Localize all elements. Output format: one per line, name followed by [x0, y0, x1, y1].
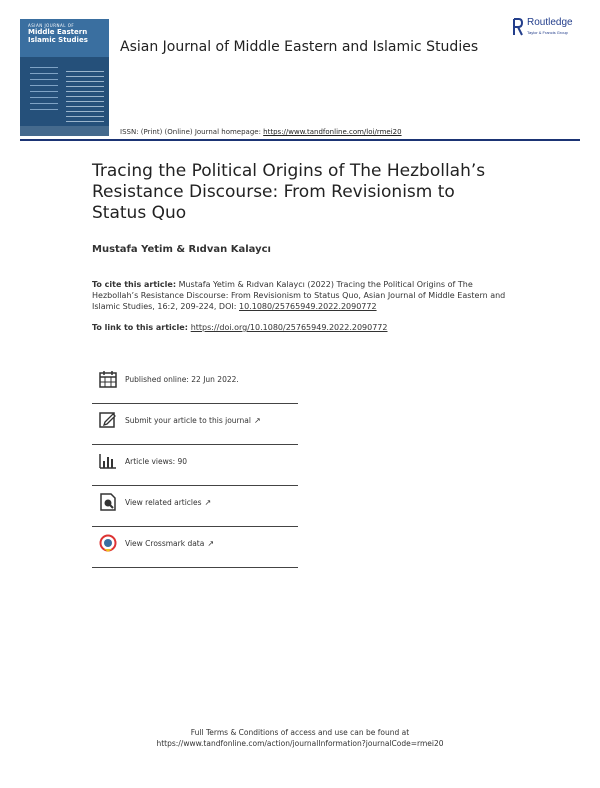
edit-document-icon [99, 411, 117, 429]
cover-title [28, 23, 104, 44]
article-title: Tracing the Political Origins of The Hezbollah’s Resistance Discourse: From Revisionism to Status Quo [92, 161, 486, 223]
article-link-label: To link to this article: [92, 323, 191, 332]
views-row [92, 444, 298, 485]
issn-prefix: ISSN: (Print) (Online) Journal homepage: [120, 128, 264, 136]
article-views: Article views: 90 [125, 457, 188, 466]
cover-sidebar-lines [30, 67, 58, 117]
publisher-subtitle: Taylor & Francis Group [527, 30, 568, 35]
citation-text: Mustafa Yetim & Rıdvan Kalaycı (2022) Tracing the Political Origins of The Hezbollah’s Resistance Discourse: From Revisionism to Status Quo, Asian Journal of Middle Eastern and Islamic Studies, 16:2, 209-224, DOI: [92, 280, 506, 311]
cover-title-line1: Middle Eastern [28, 28, 88, 36]
published-row [92, 363, 298, 403]
external-link-icon: ↗ [253, 416, 261, 425]
cover-footer-band [20, 126, 109, 136]
footer-terms-url[interactable]: https://www.tandfonline.com/action/journalInformation?journalCode=rmei20 [156, 739, 444, 748]
crossmark-label: View Crossmark data [125, 539, 205, 548]
doi-link[interactable]: 10.1080/25765949.2022.2090772 [239, 302, 377, 311]
external-link-icon: ↗ [207, 539, 215, 548]
publisher-name: Routledge [527, 17, 573, 28]
related-articles-link[interactable] [125, 498, 211, 507]
cover-contents-lines [66, 71, 104, 125]
calendar-icon [99, 370, 117, 388]
bar-chart-icon [99, 452, 117, 470]
citation-block [92, 279, 512, 312]
journal-homepage-link[interactable]: https://www.tandfonline.com/loi/rmei20 [263, 128, 402, 136]
crossmark-row[interactable] [92, 526, 298, 568]
cover-title-line2: Islamic Studies [28, 36, 88, 44]
routledge-r-icon [512, 17, 524, 37]
related-search-icon [99, 493, 117, 511]
submit-article-label: Submit your article to this journal [125, 416, 251, 425]
journal-title: Asian Journal of Middle Eastern and Islamic Studies [120, 39, 479, 55]
published-date: Published online: 22 Jun 2022. [125, 375, 239, 384]
cover-small-text: ASIAN JOURNAL OF [28, 23, 75, 28]
issn-line [120, 128, 402, 136]
journal-cover [20, 19, 109, 136]
footer-terms-text: Full Terms & Conditions of access and use can be found at [190, 728, 410, 737]
page-footer [0, 727, 600, 749]
article-doi-url[interactable]: https://doi.org/10.1080/25765949.2022.2090772 [190, 323, 388, 332]
related-articles-label: View related articles [125, 498, 202, 507]
article-link-line [92, 323, 388, 332]
external-link-icon: ↗ [204, 498, 212, 507]
citation-label: To cite this article: [92, 280, 177, 289]
article-authors: Mustafa Yetim & Rıdvan Kalaycı [92, 244, 271, 255]
crossmark-icon [99, 534, 117, 552]
header-divider [20, 139, 580, 141]
submit-row[interactable] [92, 403, 298, 444]
related-row[interactable] [92, 485, 298, 526]
submit-article-link[interactable] [125, 416, 261, 425]
article-actions-panel [92, 363, 298, 568]
crossmark-link[interactable] [125, 539, 214, 548]
